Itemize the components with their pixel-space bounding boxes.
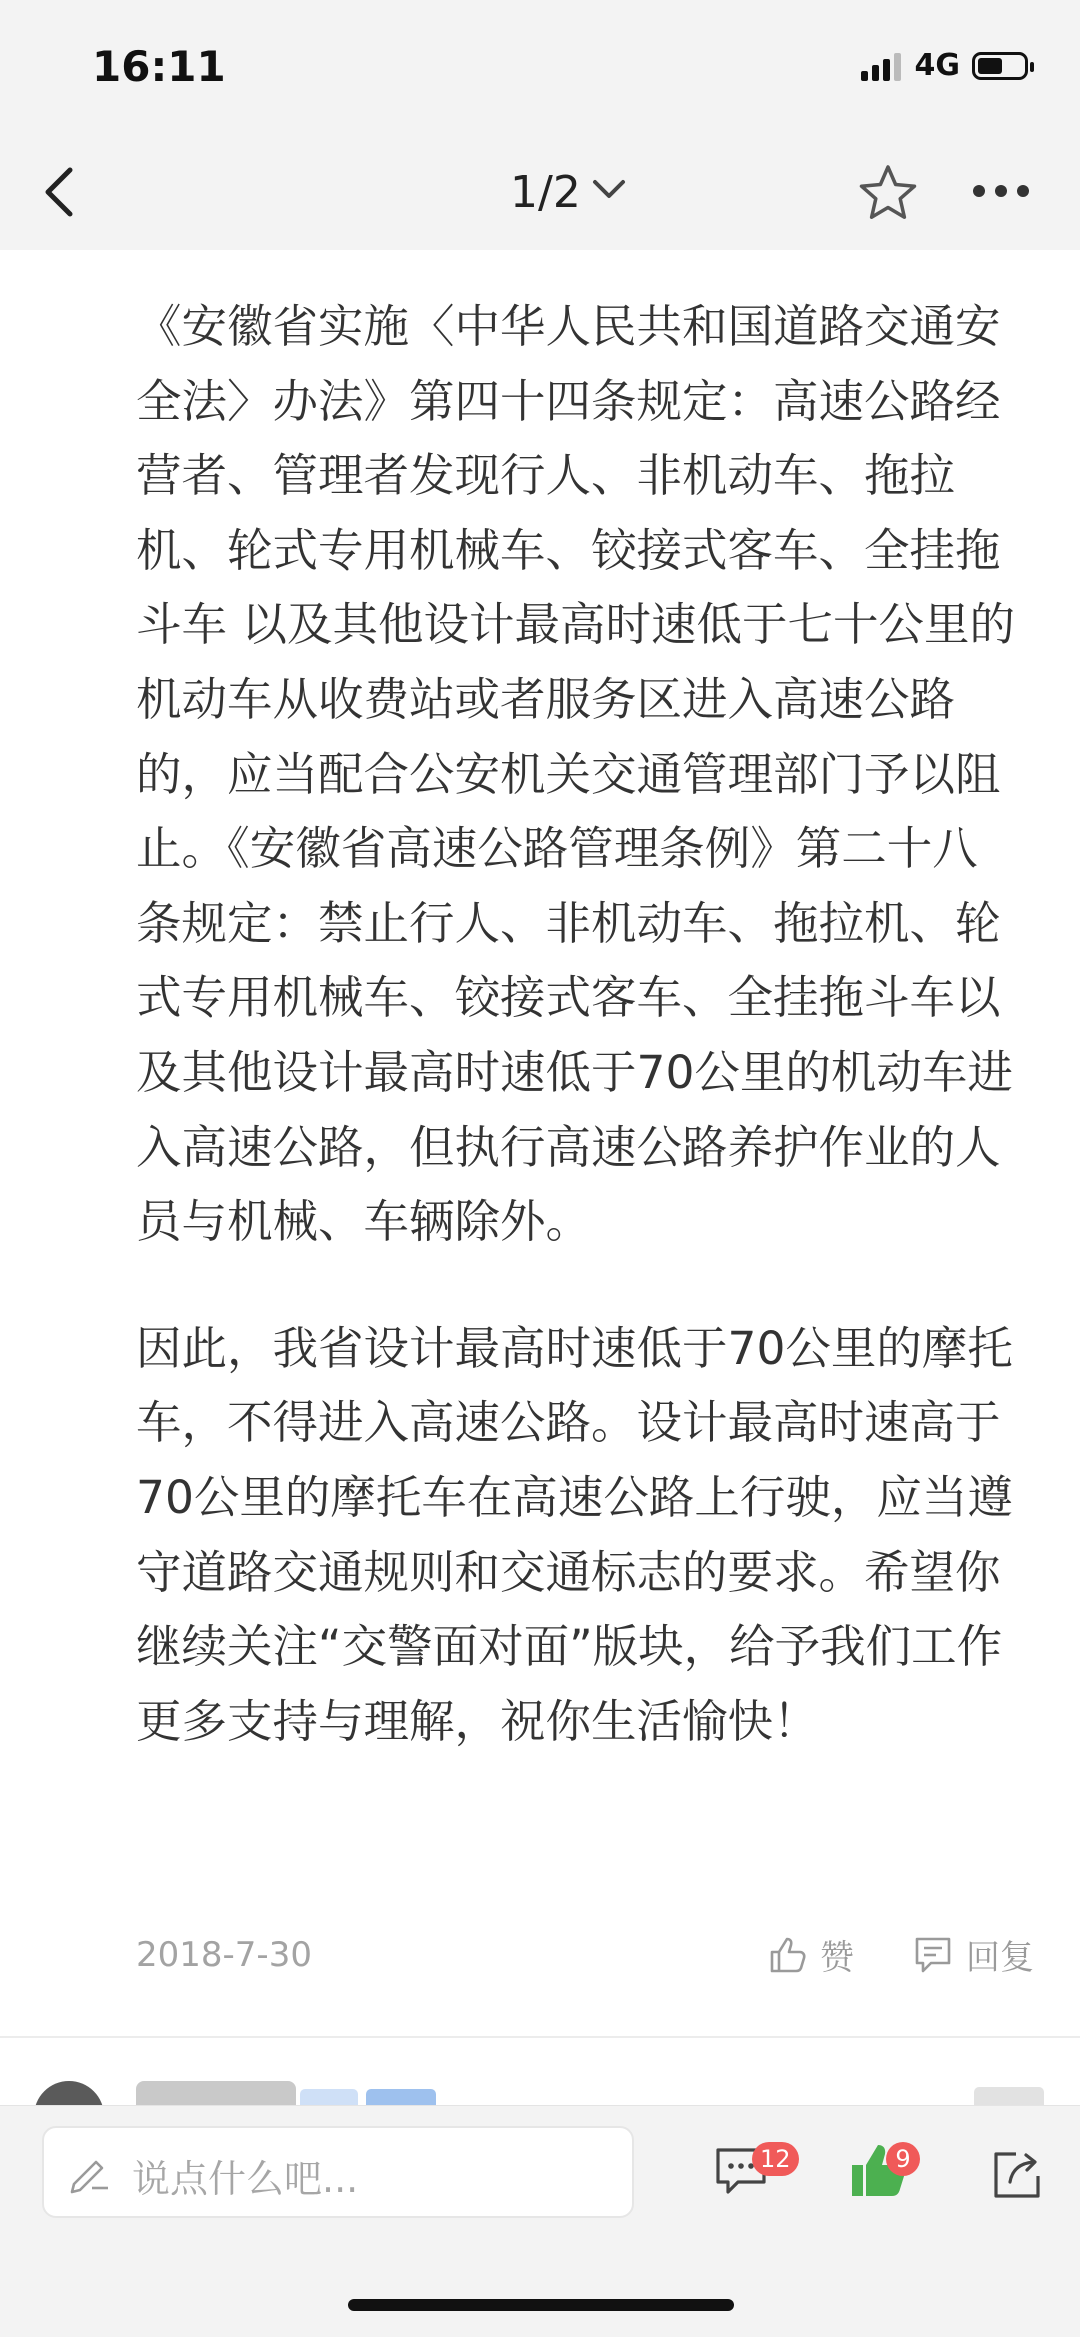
status-indicators [861,48,1029,83]
article-body [136,290,1016,1759]
comment-author-name [136,2081,296,2105]
signal-icon [861,51,901,81]
post-date: 2018-7-30 [136,1935,312,1975]
comment-input[interactable] [42,2126,634,2218]
top-bar [0,0,1080,250]
avatar[interactable] [34,2081,104,2105]
like-label: 赞 [820,1938,854,1978]
article-paragraph: 《安徽省实施〈中华人民共和国道路交通安全法〉办法》第四十四条规定：高速公路经营者、管理者发现行人、非机动车、拖拉机、轮式专用机械车、铰接式客车、全挂拖斗车 以及其他设计最高时速低于七十公里的机动车从收费站或者服务区进入高速公路的，应当配合公安机关交通管理部门予以阻止。《安徽省高速公路管理条例》第二十八条规定：禁止行人、非机动车、拖拉机、轮式专用机械车、铰接式客车、全挂拖斗车以及其他设计最高时速低于70公里的机动车进入高速公路，但执行高速公路养护作业的人员与机械、车辆除外。 [136,300,1015,1249]
reply-label: 回复 [966,1938,1034,1978]
divider [0,2036,1080,2038]
comment-input-placeholder: 说点什么吧... [132,2157,359,2201]
chevron-down-icon[interactable] [592,178,626,202]
network-type: 4G [914,48,960,83]
battery-icon [972,52,1028,80]
comment-icon [912,1934,954,1976]
reply-button[interactable] [912,1930,1034,1979]
more-icon[interactable] [973,185,1029,197]
like-button[interactable] [768,1930,854,1979]
user-badge [300,2089,358,2105]
share-icon[interactable] [990,2148,1044,2202]
article-paragraph: 因此，我省设计最高时速低于70公里的摩托车，不得进入高速公路。设计最高时速高于70公里的摩托车在高速公路上行驶，应当遵守道路交通规则和交通标志的要求。希望你继续关注“交警面对面”版块，给予我们工作更多支持与理解，祝你生活愉快！ [136,1321,1013,1748]
comment-floor [974,2087,1044,2105]
home-indicator [348,2299,734,2311]
page-indicator[interactable]: 1/2 [510,167,581,218]
comment-count-badge: 12 [752,2142,799,2176]
pencil-icon [68,2154,112,2194]
user-badge [366,2089,436,2105]
back-arrow-icon[interactable] [40,162,80,222]
star-icon[interactable] [858,163,918,221]
thumbs-up-icon [768,1935,808,1975]
like-count-badge: 9 [886,2142,920,2176]
next-comment-preview [0,2075,1080,2105]
status-time: 16:11 [92,42,226,91]
